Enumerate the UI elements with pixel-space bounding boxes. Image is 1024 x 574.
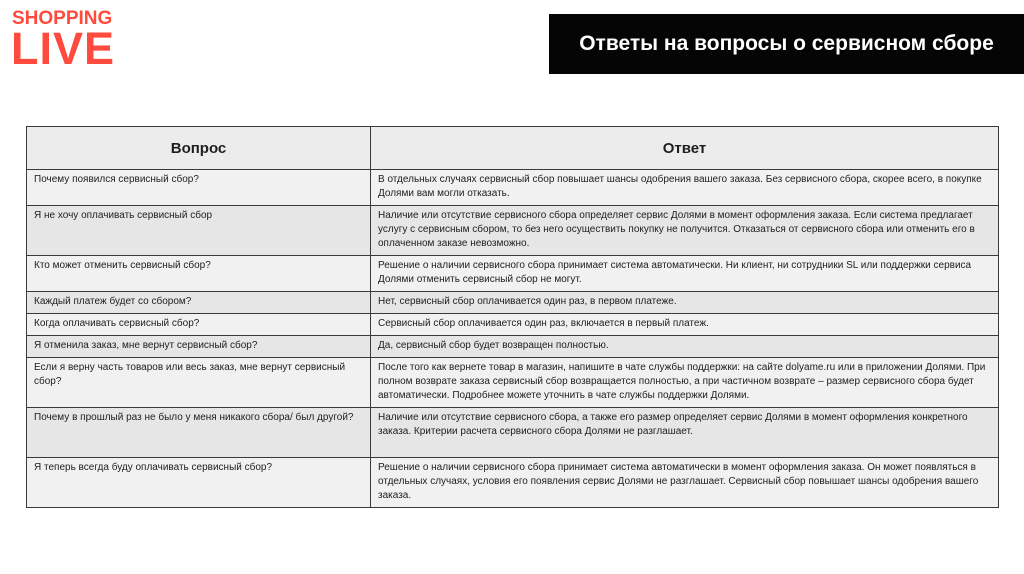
column-header-answer: Ответ bbox=[371, 127, 999, 170]
faq-table bbox=[26, 126, 999, 508]
question-cell: Когда оплачивать сервисный сбор? bbox=[27, 314, 371, 336]
question-cell: Кто может отменить сервисный сбор? bbox=[27, 256, 371, 292]
table-row bbox=[27, 314, 999, 336]
answer-cell: Да, сервисный сбор будет возвращен полностью. bbox=[371, 336, 999, 358]
answer-cell: Решение о наличии сервисного сбора принимает система автоматически. Ни клиент, ни сотрудники SL или поддержки сервиса Долями отменить сервисный сбор не могут. bbox=[371, 256, 999, 292]
table-row bbox=[27, 206, 999, 256]
question-cell: Если я верну часть товаров или весь заказ, мне вернут сервисный сбор? bbox=[27, 358, 371, 408]
title-bar bbox=[549, 14, 1024, 74]
table-row bbox=[27, 458, 999, 508]
table-row bbox=[27, 408, 999, 458]
question-cell: Почему в прошлый раз не было у меня никакого сбора/ был другой? bbox=[27, 408, 371, 458]
table-header-row bbox=[27, 127, 999, 170]
question-cell: Почему появился сервисный сбор? bbox=[27, 170, 371, 206]
table-row bbox=[27, 336, 999, 358]
answer-cell: После того как вернете товар в магазин, напишите в чате службы поддержки: на сайте dolyame.ru или в приложении Долями. При полном возврате заказа сервисный сбор возвращается полностью, а при частичном возврате – размер сервисного сбора будет автоматически. Подробнее можете уточнить в чате службы поддержки Долями. bbox=[371, 358, 999, 408]
logo-line-1: SHOPPING bbox=[12, 8, 113, 29]
answer-cell: Нет, сервисный сбор оплачивается один раз, в первом платеже. bbox=[371, 292, 999, 314]
table-row bbox=[27, 358, 999, 408]
answer-cell: Сервисный сбор оплачивается один раз, включается в первый платеж. bbox=[371, 314, 999, 336]
shopping-live-logo bbox=[11, 8, 116, 74]
table-row bbox=[27, 292, 999, 314]
table-row bbox=[27, 170, 999, 206]
answer-cell: Наличие или отсутствие сервисного сбора, а также его размер определяет сервис Долями в момент оформления конкретного заказа. Критерии расчета сервисного сбора Долями не разглашает. bbox=[371, 408, 999, 458]
column-header-question: Вопрос bbox=[27, 127, 371, 170]
question-cell: Я теперь всегда буду оплачивать сервисный сбор? bbox=[27, 458, 371, 508]
answer-cell: Наличие или отсутствие сервисного сбора определяет сервис Долями в момент оформления заказа. Если система предлагает услугу с сервисным сбором, то без него осуществить покупку не получится. Отказаться от сервисного сбора или отменить его в оплаченном заказе невозможно. bbox=[371, 206, 999, 256]
table-row bbox=[27, 256, 999, 292]
answer-cell: В отдельных случаях сервисный сбор повышает шансы одобрения вашего заказа. Без сервисного сбора, скорее всего, в покупке Долями вам могли отказать. bbox=[371, 170, 999, 206]
question-cell: Каждый платеж будет со сбором? bbox=[27, 292, 371, 314]
logo-line-2: LIVE bbox=[11, 23, 116, 74]
question-cell: Я отменила заказ, мне вернут сервисный сбор? bbox=[27, 336, 371, 358]
question-cell: Я не хочу оплачивать сервисный сбор bbox=[27, 206, 371, 256]
answer-cell: Решение о наличии сервисного сбора принимает система автоматически в момент оформления заказа. Он может появляться в отдельных случаях, условия его появления сервис Долями не разглашает. Сервисный сбор повышает шансы одобрения вашего заказа. bbox=[371, 458, 999, 508]
page-title: Ответы на вопросы о сервисном сборе bbox=[579, 32, 994, 55]
